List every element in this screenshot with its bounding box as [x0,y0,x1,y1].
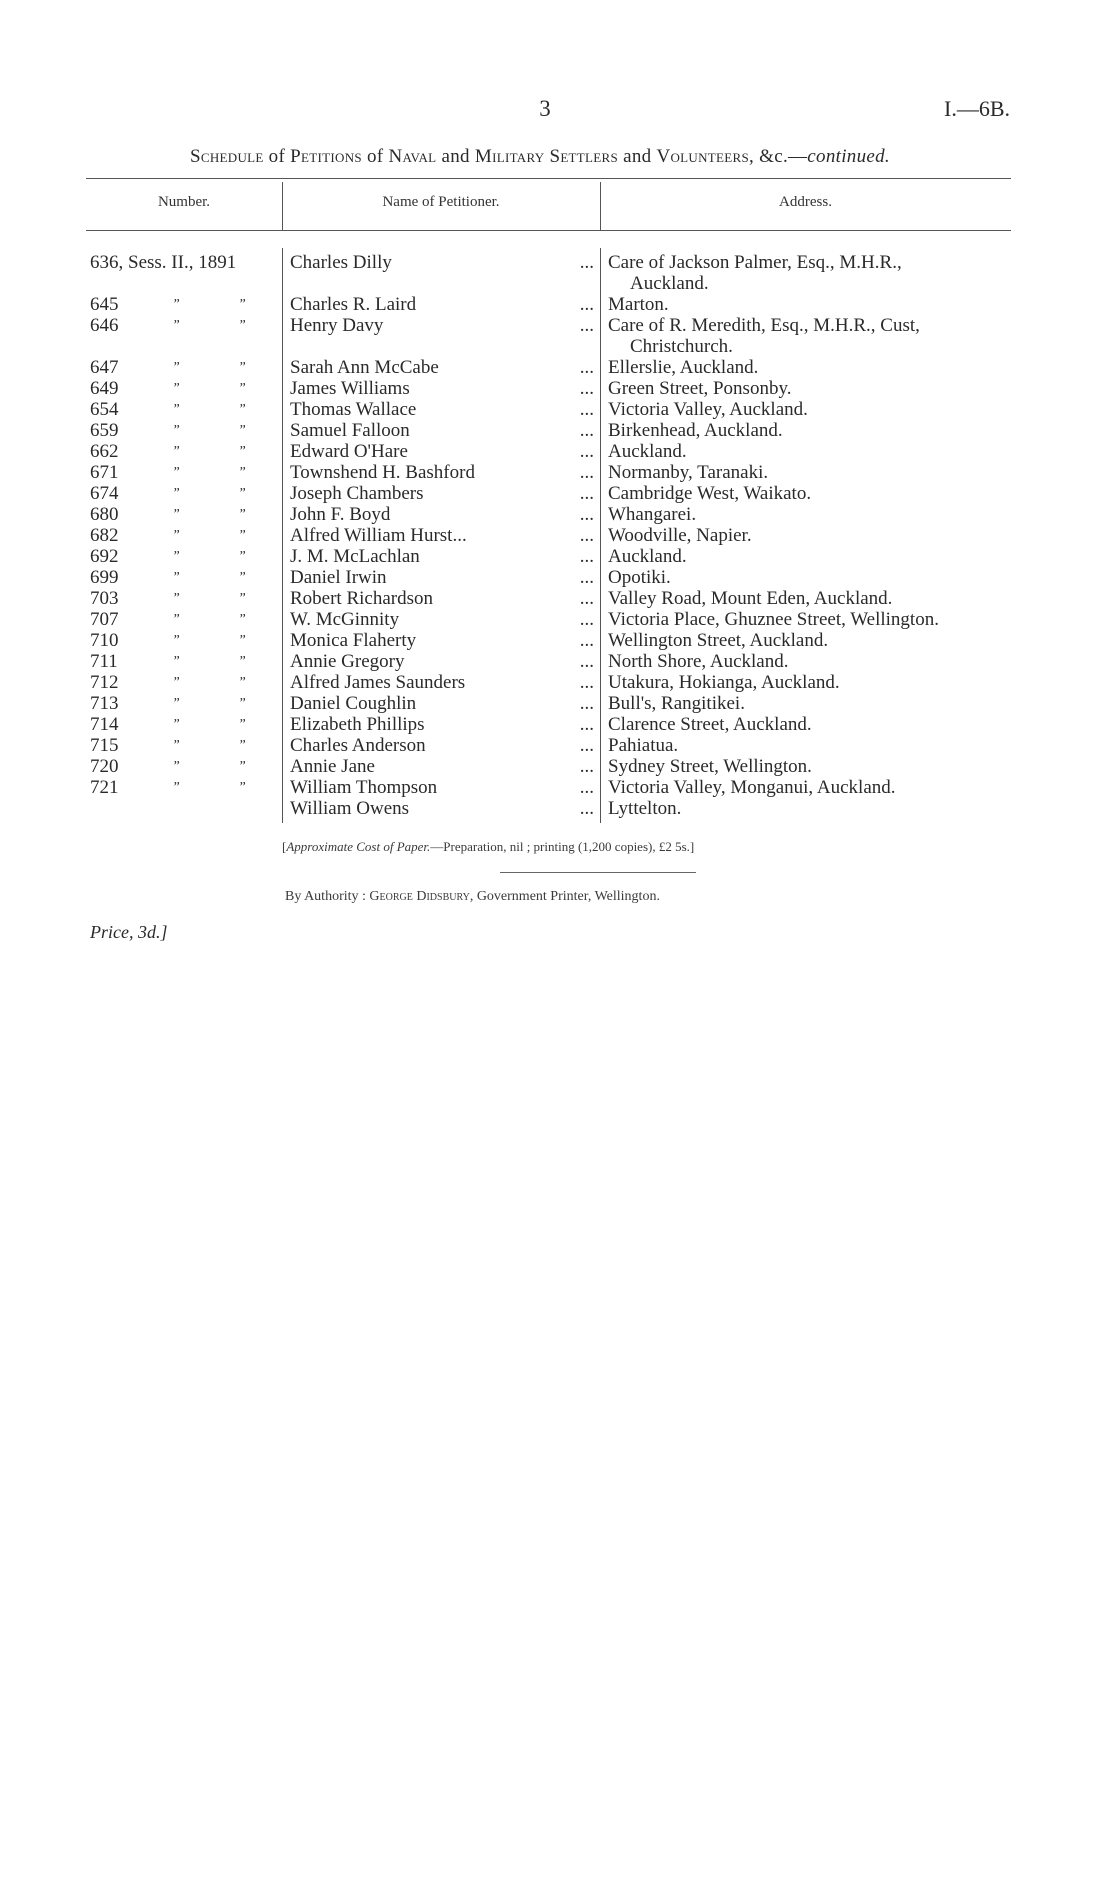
petition-number: 682 [90,525,119,546]
address-line: Birkenhead, Auckland. [608,420,783,441]
petition-number: 671 [90,462,119,483]
petitioner-address [608,756,1013,777]
table-row [0,504,1114,525]
ditto-mark: ” [238,717,246,732]
petitioner-name: Joseph Chambers [290,483,424,504]
ditto-mark: ” [172,738,180,753]
table-row [0,672,1114,693]
title-part: , &c.— [749,146,808,167]
dot-leader: ... [579,567,594,588]
title-part: Naval [388,146,437,167]
table-row [0,756,1114,777]
petitioner-name: Daniel Irwin [290,567,387,588]
petitioner-address [608,294,1013,315]
table-row [0,798,1114,819]
petition-number: 707 [90,609,119,630]
petition-number-cell [90,399,280,420]
petitioner-name: Robert Richardson [290,588,434,609]
ditto-mark: ” [238,297,246,312]
petition-number: 636, Sess. II., 1891 [90,252,237,273]
petitioner-address [608,630,1013,651]
petition-number: 662 [90,441,119,462]
dot-leader: ... [579,588,594,609]
dot-leader: ... [579,672,594,693]
table-row [0,777,1114,798]
petitioner-name: Elizabeth Phillips [290,714,425,735]
petitioner-name: Annie Jane [290,756,375,777]
petition-number: 715 [90,735,119,756]
cost-label: Approximate Cost of Paper. [286,839,431,854]
petitioner-name: Alfred James Saunders [290,672,466,693]
dot-leader: ... [579,609,594,630]
dot-leader: ... [579,651,594,672]
price-label: Price, 3d. [90,922,161,942]
ditto-mark: ” [238,570,246,585]
table-row [0,651,1114,672]
petitioner-address [608,357,1013,378]
address-line: Bull's, Rangitikei. [608,693,745,714]
dot-leader: ... [579,462,594,483]
petitioner-address [608,567,1013,588]
dot-leader: ... [579,399,594,420]
table-row [0,609,1114,630]
address-continuation: Auckland. [630,273,709,294]
petition-number: 703 [90,588,119,609]
dot-leader: ... [579,777,594,798]
address-line: Lyttelton. [608,798,682,819]
petitioner-name: Annie Gregory [290,651,405,672]
petitioner-address [608,252,1013,294]
petition-number-cell [90,378,280,399]
petitioner-name: James Williams [290,378,410,399]
ditto-mark: ” [172,591,180,606]
ditto-mark: ” [172,318,180,333]
imprint-suffix: , Government Printer, Wellington. [469,889,660,904]
ditto-mark: ” [172,444,180,459]
ditto-mark: ” [238,528,246,543]
ditto-mark: ” [238,675,246,690]
address-line: Pahiatua. [608,735,679,756]
price [90,922,168,943]
title-part: Schedule [190,146,264,167]
petitioner-address [608,777,1013,798]
title-part: Military Settlers [474,146,619,167]
petitioner-name: Monica Flaherty [290,630,417,651]
dot-leader: ... [579,525,594,546]
dot-leader: ... [579,315,594,336]
address-line: Victoria Valley, Monganui, Auckland. [608,777,896,798]
petition-table-body [0,252,1114,819]
petitioner-address [608,714,1013,735]
petitioner-name: J. M. McLachlan [290,546,420,567]
petition-number-cell [90,651,280,672]
dot-leader: ... [579,714,594,735]
dot-leader: ... [579,420,594,441]
petition-number: 647 [90,357,119,378]
petitioner-name: Sarah Ann McCabe [290,357,439,378]
petition-number-cell [90,294,280,315]
table-row [0,462,1114,483]
ditto-mark: ” [238,360,246,375]
petition-number: 711 [90,651,118,672]
petitioner-name: Edward O'Hare [290,441,408,462]
petitioner-address [608,315,1013,357]
petition-number-cell [90,735,280,756]
petition-number-cell [90,693,280,714]
address-line: Sydney Street, Wellington. [608,756,812,777]
ditto-mark: ” [238,780,246,795]
divider-rule [500,872,696,873]
ditto-mark: ” [238,486,246,501]
table-row [0,420,1114,441]
address-line: Clarence Street, Auckland. [608,714,812,735]
dot-leader: ... [579,630,594,651]
address-line: Normanby, Taranaki. [608,462,769,483]
petition-number-cell [90,756,280,777]
title-part: of [263,146,291,167]
petition-number-cell [90,462,280,483]
ditto-mark: ” [172,486,180,501]
address-line: Woodville, Napier. [608,525,752,546]
petitioner-address [608,735,1013,756]
address-line: Victoria Place, Ghuznee Street, Wellington. [608,609,939,630]
address-line: Care of R. Meredith, Esq., M.H.R., Cust, [608,315,920,336]
address-line: Opotiki. [608,567,671,588]
petitioner-name: Charles Dilly [290,252,392,273]
dot-leader: ... [579,483,594,504]
petitioner-address [608,693,1013,714]
table-row [0,546,1114,567]
petitioner-address [608,483,1013,504]
petition-number: 654 [90,399,119,420]
petition-number-cell [90,252,280,273]
petition-number: 649 [90,378,119,399]
table-row [0,252,1114,294]
column-header-number: Number. [157,194,211,210]
ditto-mark: ” [172,654,180,669]
petitioner-address [608,546,1013,567]
petitioner-address [608,420,1013,441]
cost-note [282,839,882,855]
petition-number: 699 [90,567,119,588]
dot-leader: ... [579,735,594,756]
petitioner-address [608,609,1013,630]
table-row [0,294,1114,315]
address-line: Marton. [608,294,669,315]
petitioner-address [608,504,1013,525]
petition-number-cell [90,483,280,504]
petition-number-cell [90,714,280,735]
petitioner-name: Thomas Wallace [290,399,417,420]
table-header-rule [86,230,1011,231]
petition-number: 646 [90,315,119,336]
ditto-mark: ” [172,297,180,312]
petition-number: 659 [90,420,119,441]
ditto-mark: ” [238,318,246,333]
petitioner-name: W. McGinnity [290,609,400,630]
ditto-mark: ” [238,402,246,417]
petition-number-cell [90,630,280,651]
petition-number: 712 [90,672,119,693]
ditto-mark: ” [238,654,246,669]
petition-number-cell [90,777,280,798]
ditto-mark: ” [172,696,180,711]
column-header-name: Name of Petitioner. [382,194,500,210]
dot-leader: ... [579,693,594,714]
ditto-mark: ” [172,675,180,690]
petition-number-cell [90,525,280,546]
ditto-mark: ” [238,444,246,459]
petitioner-address [608,462,1013,483]
address-line: Green Street, Ponsonby. [608,378,792,399]
petitioner-name: John F. Boyd [290,504,391,525]
petition-number: 710 [90,630,119,651]
petition-number: 645 [90,294,119,315]
title-continued: continued. [807,146,890,167]
ditto-mark: ” [172,780,180,795]
petition-number: 714 [90,714,119,735]
ditto-mark: ” [238,612,246,627]
address-line: Cambridge West, Waikato. [608,483,812,504]
petitioner-address [608,525,1013,546]
dot-leader: ... [579,798,594,819]
dot-leader: ... [579,756,594,777]
table-row [0,357,1114,378]
petition-number-cell [90,441,280,462]
petitioner-address [608,672,1013,693]
table-top-rule [86,178,1011,179]
page-number: 3 [539,96,551,121]
ditto-mark: ” [238,465,246,480]
address-line: North Shore, Auckland. [608,651,789,672]
dot-leader: ... [579,357,594,378]
dot-leader: ... [579,441,594,462]
printer-imprint [285,889,845,905]
address-line: Whangarei. [608,504,697,525]
imprint-name: George Didsbury [369,889,470,904]
petitioner-name: Henry Davy [290,315,384,336]
petitioner-address [608,378,1013,399]
table-row [0,315,1114,357]
petition-number-cell [90,798,280,819]
table-row [0,399,1114,420]
petitioner-name: Charles R. Laird [290,294,417,315]
schedule-title [60,146,1020,168]
petition-number-cell [90,357,280,378]
petitioner-address [608,399,1013,420]
ditto-mark: ” [238,549,246,564]
table-row [0,567,1114,588]
ditto-mark: ” [238,696,246,711]
title-part: Volunteers [656,146,750,167]
ditto-mark: ” [238,759,246,774]
ditto-mark: ” [172,381,180,396]
ditto-mark: ” [172,612,180,627]
petition-number-cell [90,315,280,336]
ditto-mark: ” [172,549,180,564]
petitioner-address [608,798,1013,819]
petitioner-name: Charles Anderson [290,735,426,756]
ditto-mark: ” [172,423,180,438]
table-row [0,714,1114,735]
table-row [0,588,1114,609]
petitioner-name: William Owens [290,798,410,819]
petition-number-cell [90,609,280,630]
table-row [0,630,1114,651]
document-reference: I.—6B. [944,96,1010,121]
ditto-mark: ” [238,507,246,522]
petitioner-address [608,441,1013,462]
petitioner-address [608,588,1013,609]
title-part: and [618,146,657,167]
dot-leader: ... [579,546,594,567]
petition-number: 692 [90,546,119,567]
ditto-mark: ” [238,591,246,606]
title-part: of [361,146,389,167]
address-line: Valley Road, Mount Eden, Auckland. [608,588,893,609]
dot-leader: ... [579,252,594,273]
petitioner-name: Daniel Coughlin [290,693,417,714]
address-line: Wellington Street, Auckland. [608,630,829,651]
petition-number-cell [90,420,280,441]
ditto-mark: ” [172,402,180,417]
ditto-mark: ” [172,570,180,585]
petition-number-cell [90,567,280,588]
petitioner-address [608,651,1013,672]
ditto-mark: ” [172,360,180,375]
address-line: Auckland. [608,546,687,567]
petition-number: 720 [90,756,119,777]
title-part: Petitions [290,146,362,167]
dot-leader: ... [579,378,594,399]
ditto-mark: ” [172,528,180,543]
table-row [0,525,1114,546]
address-line: Care of Jackson Palmer, Esq., M.H.R., [608,252,902,273]
petition-number-cell [90,546,280,567]
dot-leader: ... [579,504,594,525]
petition-number: 721 [90,777,119,798]
ditto-mark: ” [172,717,180,732]
cost-open-bracket: [ [282,839,287,854]
petition-number-cell [90,504,280,525]
table-row [0,378,1114,399]
cost-close-bracket: ] [689,839,695,854]
petitioner-name: Samuel Falloon [290,420,410,441]
petition-number: 674 [90,483,119,504]
petition-number: 713 [90,693,119,714]
address-line: Utakura, Hokianga, Auckland. [608,672,840,693]
ditto-mark: ” [172,507,180,522]
petitioner-name: William Thompson [290,777,438,798]
price-bracket: ] [160,922,168,942]
address-line: Auckland. [608,441,687,462]
ditto-mark: ” [172,465,180,480]
ditto-mark: ” [238,423,246,438]
petition-number: 680 [90,504,119,525]
petition-number-cell [90,672,280,693]
column-header-address: Address. [779,194,832,210]
ditto-mark: ” [238,738,246,753]
imprint-prefix: By Authority : [285,889,370,904]
cost-text: —Preparation, nil ; printing (1,200 copies), £2 5s. [430,839,690,854]
ditto-mark: ” [238,381,246,396]
dot-leader: ... [579,294,594,315]
petition-number-cell [90,588,280,609]
table-row [0,735,1114,756]
table-row [0,441,1114,462]
petitioner-name: Alfred William Hurst... [290,525,467,546]
petitioner-name: Townshend H. Bashford [290,462,475,483]
table-row [0,693,1114,714]
address-continuation: Christchurch. [630,336,733,357]
ditto-mark: ” [238,633,246,648]
ditto-mark: ” [172,759,180,774]
address-line: Ellerslie, Auckland. [608,357,759,378]
ditto-mark: ” [172,633,180,648]
title-part: and [436,146,475,167]
address-line: Victoria Valley, Auckland. [608,399,808,420]
table-row [0,483,1114,504]
